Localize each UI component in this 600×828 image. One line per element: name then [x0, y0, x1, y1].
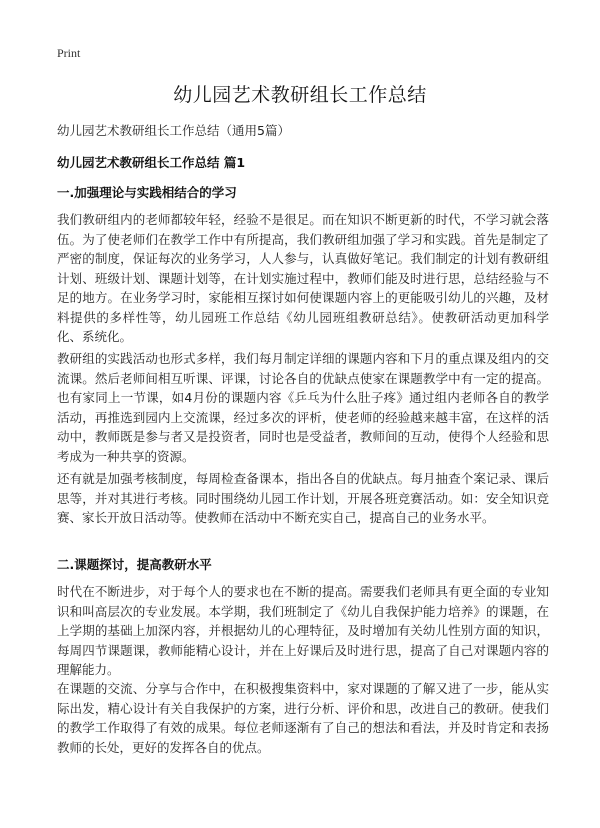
- paragraph: 在课题的交流、分享与合作中，在积极搜集资料中，家对课题的了解又进了一步，能从实际出发，精心设计有关自我保护的方案，进行分析、评价和思，改进自己的教研。使我们的教学工作取得了有效的成果。每位老师逐渐有了自己的想法和看法，并及时肯定和表扬教师的长处，更好的发挥各自的优点。: [57, 681, 549, 755]
- section-heading: 二.课题探讨，提高教研水平: [57, 557, 212, 572]
- section-heading: 一.加强理论与实践相结合的学习: [57, 185, 237, 200]
- paragraph: 时代在不断进步，对于每个人的要求也在不断的提高。需要我们老师具有更全面的专业知识和叫高层次的专业发展。本学期，我们班制定了《幼儿自我保护能力培养》的课题，在上学期的基础上加深内容，并根据幼儿的心理特征，及时增加有关幼儿性别方面的知识，每周四节课题课，教师能精心设计，并在上好课后及时进行思，提高了自己对课题内容的理解能力。: [57, 584, 549, 677]
- paragraph: 我们教研组内的老师都较年轻，经验不是很足。而在知识不断更新的时代，不学习就会落伍。为了使老师们在教学工作中有所提高，我们教研组加强了学习和实践。首先是制定了严密的制度，保证每次的业务学习，人人参与，认真做好笔记。我们制定的计划有教研组计划、班级计划、课题计划等，在计划实施过程中，教师们能及时进行思，总结经验与不足的地方。在业务学习时，家能相互探讨如何使课题内容上的更能吸引幼儿的兴趣，及材料提供的多样性等，幼儿园班工作总结《幼儿园班组教研总结》。使教研活动更加科学化、系统化。: [57, 212, 549, 344]
- paragraph: 还有就是加强考核制度，每周检查备课本，指出各自的优缺点。每月抽查个案记录、课后思等，并对其进行考核。同时围绕幼儿园工作计划，开展各班竞赛活动。如：安全知识竞赛、家长开放日活动等。使教师在活动中不断充实自己，提高自己的业务水平。: [57, 471, 549, 525]
- article-heading: 幼儿园艺术教研组长工作总结 篇1: [57, 155, 246, 170]
- paragraph: 教研组的实践活动也形式多样，我们每月制定详细的课题内容和下月的重点课及组内的交流课。然后老师间相互听课、评课，讨论各自的优缺点使家在课题教学中有一定的提高。也有家同上一节课，如4月份的课题内容《乒乓为什么肚子疼》通过组内老师各自的教学活动，再推选到园内上交流课，经过多次的评析，使老师的经验越来越丰富，在这样的活动中，教师既是参与者又是投资者，同时也是受益者，教师间的互动，使得个人经验和思考成为一种共享的资源。: [57, 351, 549, 464]
- document-subtitle: 幼儿园艺术教研组长工作总结（通用5篇）: [57, 123, 290, 138]
- document-title: 幼儿园艺术教研组长工作总结: [173, 84, 427, 106]
- print-link[interactable]: Print: [57, 46, 81, 60]
